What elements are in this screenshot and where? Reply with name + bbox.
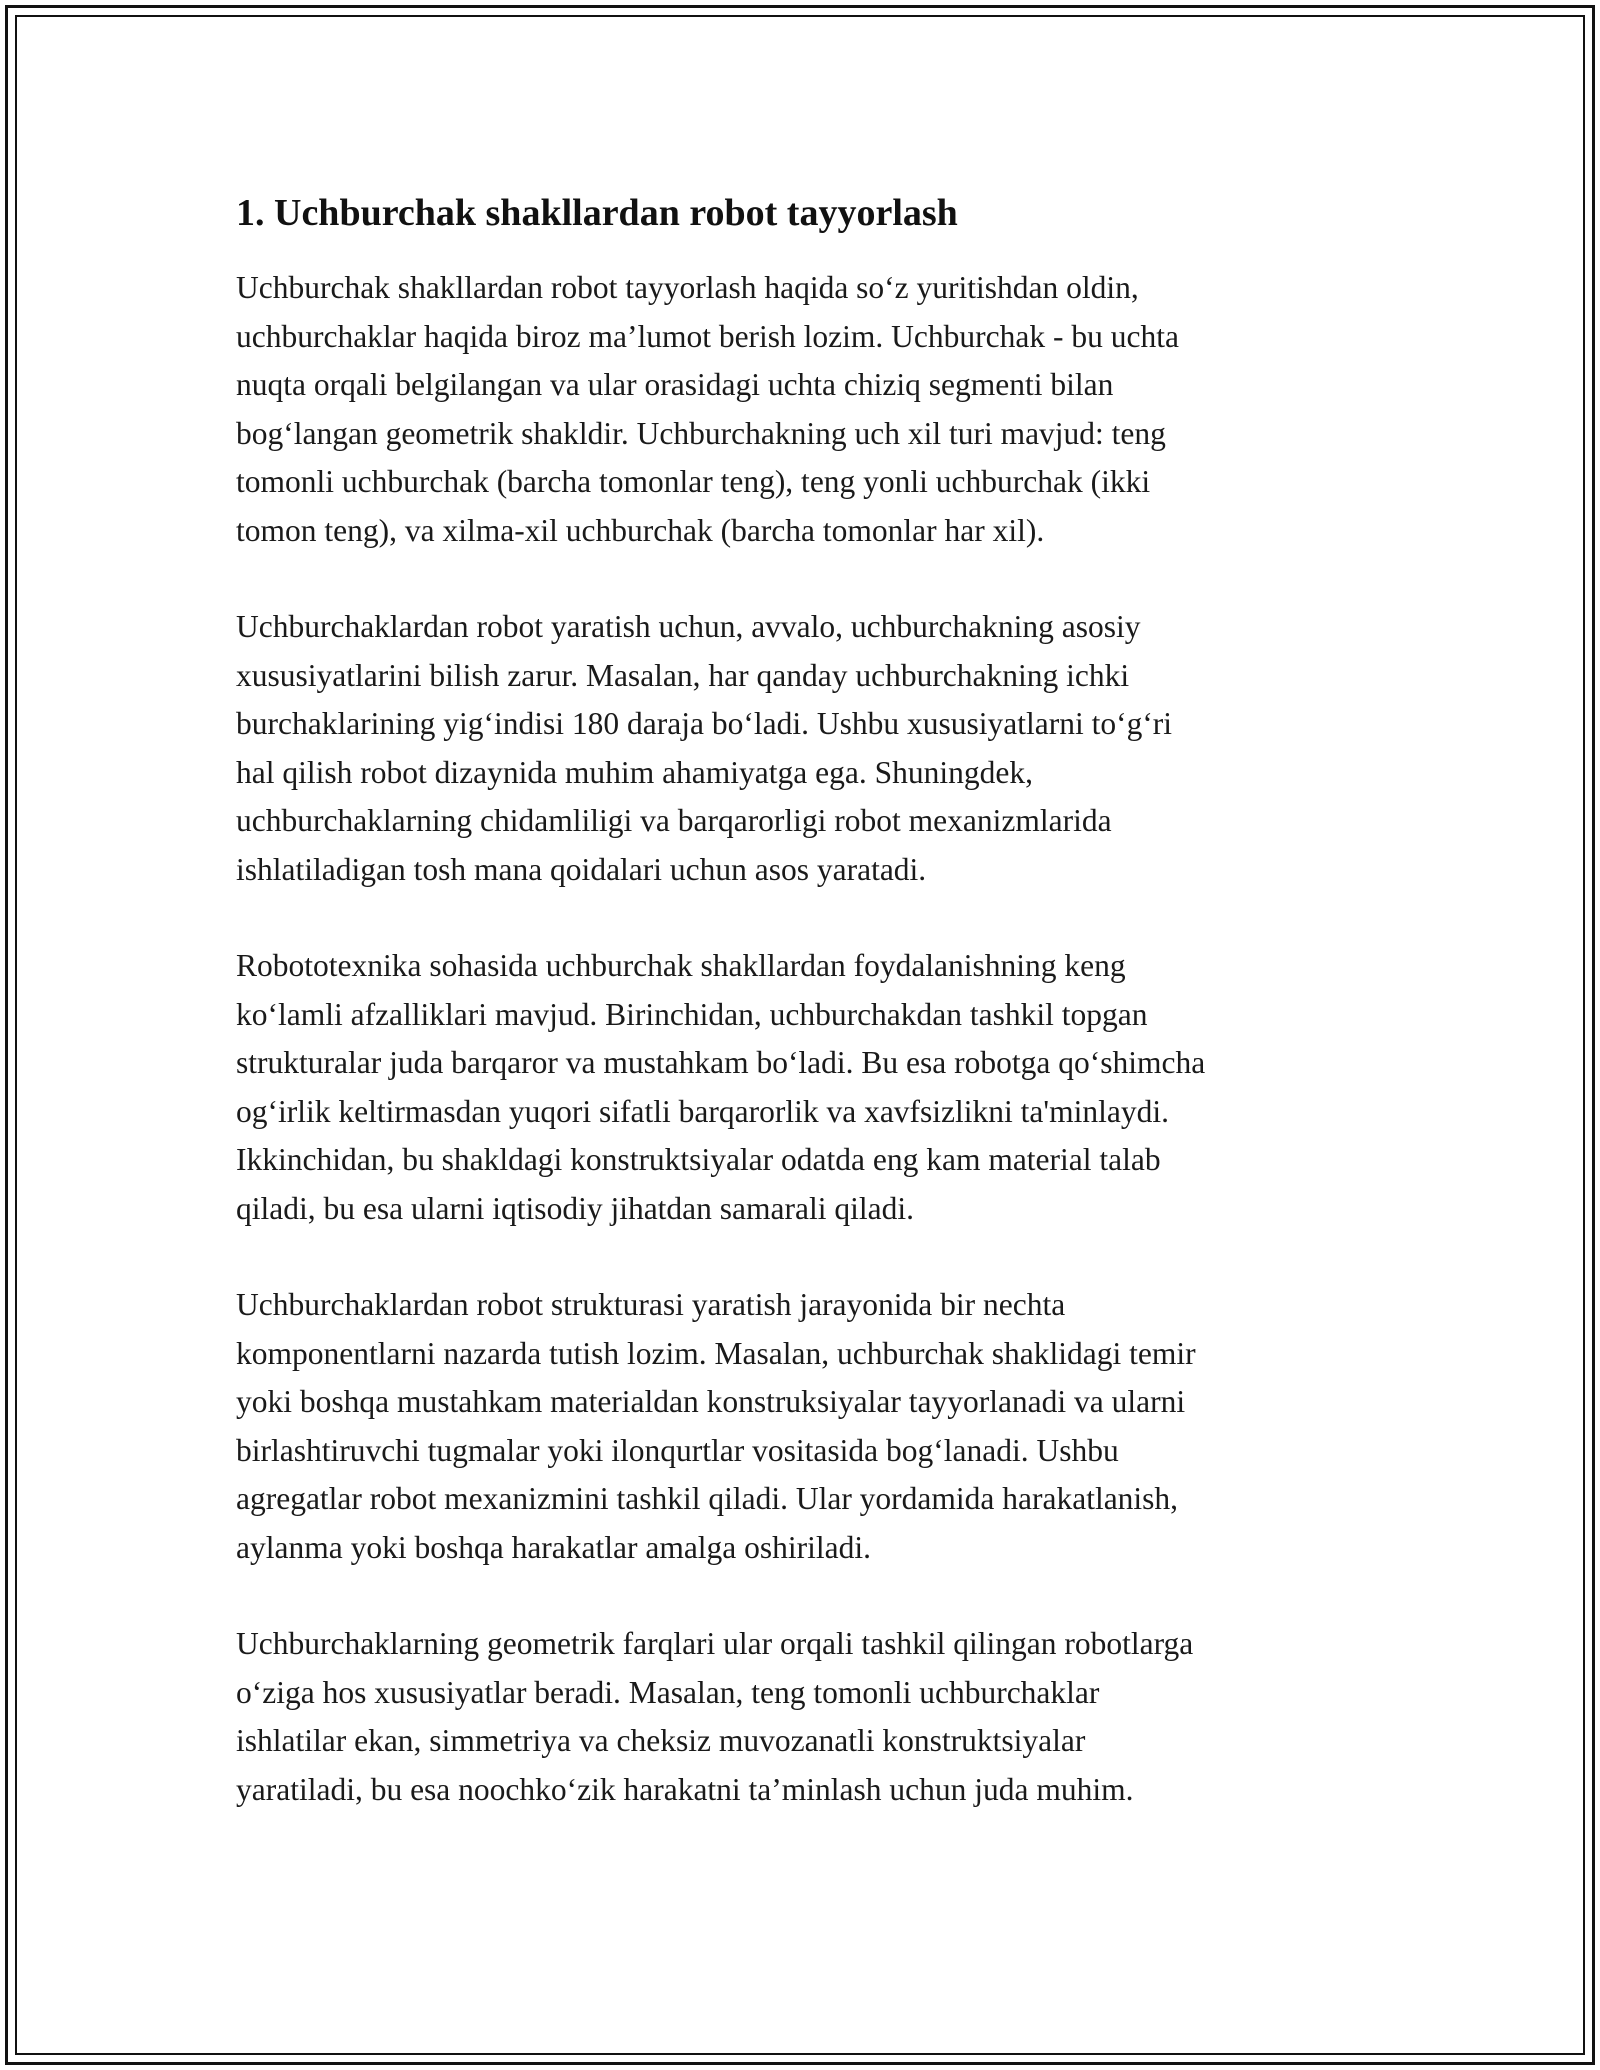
paragraph-line: tomonli uchburchak (barcha tomonlar teng), teng yonli uchburchak (ikki: [236, 464, 1151, 499]
paragraph-line: uchburchaklarning chidamliligi va barqarorligi robot mexanizmlarida: [236, 803, 1112, 838]
paragraph-list: [236, 264, 1376, 1814]
paragraph-line: ishlatiladigan tosh mana qoidalari uchun asos yaratadi.: [236, 851, 927, 887]
paragraph-line: ishlatilar ekan, simmetriya va cheksiz muvozanatli konstruktsiyalar: [236, 1723, 1086, 1758]
paragraph: [236, 1281, 1376, 1572]
paragraph-line: og‘irlik keltirmasdan yuqori sifatli barqarorlik va xavfsizlikni ta'minlaydi.: [236, 1093, 1169, 1129]
paragraph-line: strukturalar juda barqaror va mustahkam bo‘ladi. Bu esa robotga qo‘shimcha: [236, 1045, 1206, 1080]
paragraph-line: tomon teng), va xilma-xil uchburchak (barcha tomonlar har xil).: [236, 512, 1045, 548]
paragraph-line: Uchburchak shakllardan robot tayyorlash haqida so‘z yuritishdan oldin,: [236, 270, 1139, 305]
paragraph-line: burchaklarining yig‘indisi 180 daraja bo‘ladi. Ushbu xususiyatlarni to‘g‘ri: [236, 706, 1173, 741]
paragraph-line: bog‘langan geometrik shakldir. Uchburchakning uch xil turi mavjud: teng: [236, 415, 1166, 451]
paragraph-line: hal qilish robot dizaynida muhim ahamiyatga ega. Shuningdek,: [236, 754, 1033, 790]
paragraph-line: Uchburchaklardan robot strukturasi yaratish jarayonida bir nechta: [236, 1287, 1066, 1322]
paragraph-line: Uchburchaklardan robot yaratish uchun, avvalo, uchburchakning asosiy: [236, 609, 1141, 644]
paragraph-line: nuqta orqali belgilangan va ular orasidagi uchta chiziq segmenti bilan: [236, 367, 1114, 402]
paragraph-line: Uchburchaklarning geometrik farqlari ular orqali tashkil qilingan robotlarga: [236, 1626, 1194, 1661]
paragraph-line: ko‘lamli afzalliklari mavjud. Birinchidan, uchburchakdan tashkil topgan: [236, 996, 1148, 1032]
paragraph-line: aylanma yoki boshqa harakatlar amalga oshiriladi.: [236, 1529, 872, 1565]
document-body: [236, 182, 1376, 1862]
paragraph: [236, 1620, 1376, 1814]
paragraph: [236, 942, 1376, 1233]
paragraph: [236, 264, 1376, 555]
paragraph-line: birlashtiruvchi tugmalar yoki ilonqurtlar vositasida bog‘lanadi. Ushbu: [236, 1432, 1119, 1468]
paragraph-line: agregatlar robot mexanizmini tashkil qiladi. Ular yordamida harakatlanish,: [236, 1481, 1179, 1516]
paragraph-line: yaratiladi, bu esa noochko‘zik harakatni ta’minlash uchun juda muhim.: [236, 1771, 1134, 1807]
paragraph-line: uchburchaklar haqida biroz ma’lumot berish lozim. Uchburchak - bu uchta: [236, 318, 1179, 354]
paragraph-line: xususiyatlarini bilish zarur. Masalan, har qanday uchburchakning ichki: [236, 657, 1130, 693]
section-heading: 1. Uchburchak shakllardan robot tayyorlash: [236, 192, 958, 234]
paragraph-line: Ikkinchidan, bu shakldagi konstruktsiyalar odatda eng kam material talab: [236, 1142, 1161, 1177]
paragraph-line: yoki boshqa mustahkam materialdan konstruksiyalar tayyorlanadi va ularni: [236, 1384, 1186, 1419]
paragraph: [236, 603, 1376, 894]
paragraph-line: qiladi, bu esa ularni iqtisodiy jihatdan samarali qiladi.: [236, 1190, 914, 1226]
paragraph-line: komponentlarni nazarda tutish lozim. Masalan, uchburchak shaklidagi temir: [236, 1335, 1196, 1371]
paragraph-line: o‘ziga hos xususiyatlar beradi. Masalan, teng tomonli uchburchaklar: [236, 1674, 1100, 1710]
paragraph-line: Robototexnika sohasida uchburchak shakllardan foydalanishning keng: [236, 948, 1126, 983]
